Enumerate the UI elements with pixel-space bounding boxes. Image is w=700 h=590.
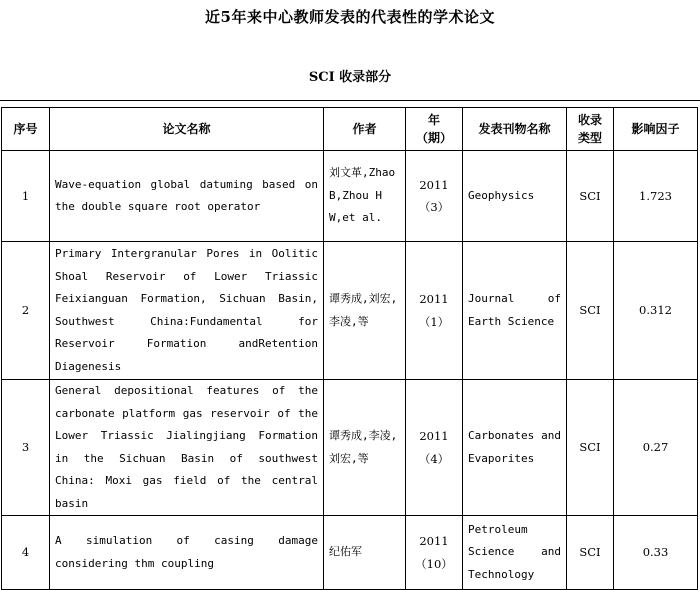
index-type: SCI [567, 380, 614, 516]
col-header-type-line1: 收录 [577, 113, 602, 127]
col-header-type [567, 108, 614, 151]
year-value: 2011 [419, 429, 449, 443]
col-header-journal: 发表刊物名称 [463, 108, 567, 151]
paper-year [406, 516, 463, 590]
index-type: SCI [567, 242, 614, 380]
paper-title: General depositional features of the carbonate platform gas reservoir of the Lower Triassic Jialingjiang Formation in the Sichuan Basin of southwest China: Moxi gas field of the central basin [50, 380, 324, 516]
year-value: 2011 [419, 177, 449, 192]
divider [0, 100, 700, 101]
page-title: 近5年来中心教师发表的代表性的学术论文 [205, 8, 495, 26]
col-header-index: 序号 [2, 108, 50, 151]
impact-factor: 1.723 [614, 151, 698, 242]
journal-name: Carbonates and Evaporites [463, 380, 567, 516]
papers-table [1, 107, 698, 590]
impact-factor: 0.33 [614, 516, 698, 590]
col-header-type-line2: 类型 [577, 131, 602, 145]
row-index: 2 [2, 242, 50, 380]
paper-year [406, 380, 463, 516]
col-header-year [406, 108, 463, 151]
journal-name: Petroleum Science and Technology [463, 516, 567, 590]
table-row [2, 242, 698, 380]
header-row [2, 108, 698, 151]
paper-year [406, 151, 463, 242]
paper-title: Wave-equation global datuming based on the double square root operator [50, 151, 324, 242]
col-header-year-line2: （期） [415, 131, 452, 145]
col-header-authors: 作者 [324, 108, 406, 151]
impact-factor: 0.312 [614, 242, 698, 380]
paper-authors: 刘文革,Zhao B,Zhou H W,et al. [324, 151, 406, 242]
index-type: SCI [567, 151, 614, 242]
col-header-year-line1: 年 [427, 113, 440, 127]
issue-value: （10） [415, 556, 453, 571]
paper-year [406, 242, 463, 380]
col-header-title: 论文名称 [50, 108, 324, 151]
journal-name: Geophysics [463, 151, 567, 242]
paper-title: A simulation of casing damage considering thm coupling [50, 516, 324, 590]
row-index: 4 [2, 516, 50, 590]
paper-authors: 纪佑军 [324, 516, 406, 590]
index-type: SCI [567, 516, 614, 590]
row-index: 1 [2, 151, 50, 242]
table-row [2, 516, 698, 590]
issue-value: （4） [418, 451, 450, 466]
year-value: 2011 [419, 534, 449, 548]
paper-authors: 谭秀成,李凌,刘宏,等 [324, 380, 406, 516]
table-row [2, 151, 698, 242]
year-value: 2011 [419, 292, 449, 306]
row-index: 3 [2, 380, 50, 516]
paper-authors: 谭秀成,刘宏,李凌,等 [324, 242, 406, 380]
impact-factor: 0.27 [614, 380, 698, 516]
journal-name: Journal of Earth Science [463, 242, 567, 380]
paper-title: Primary Intergranular Pores in Oolitic Shoal Reservoir of Lower Triassic Feixianguan Formation, Sichuan Basin, Southwest China:Fundamental for Reservoir Formation andRetention Diagenesis [50, 242, 324, 380]
table-row [2, 380, 698, 516]
col-header-impact: 影响因子 [614, 108, 698, 151]
section-title: SCI 收录部分 [308, 70, 392, 85]
issue-value: （3） [418, 200, 450, 214]
issue-value: （1） [418, 314, 450, 329]
